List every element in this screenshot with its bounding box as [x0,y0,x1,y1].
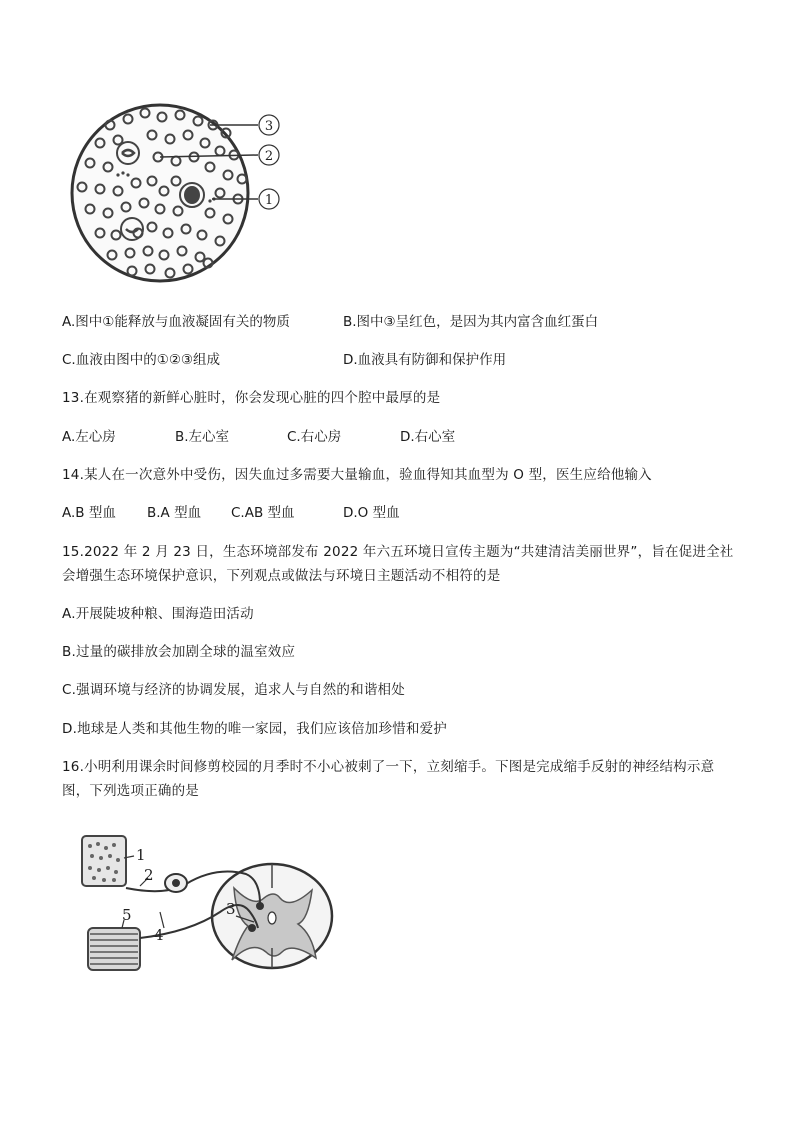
q14-option-a: A.B 型血 [62,505,116,521]
label-circle-1 [259,189,279,209]
q13-option-b: B.左心室 [175,429,230,445]
q15-option-c: C.强调环境与经济的协调发展，追求人与自然的和谐相处 [62,682,405,698]
svg-text:1: 1 [264,193,274,208]
q12-option-d: D.血液具有防御和保护作用 [343,352,507,368]
q16-stem-line-1: 16.小明利用课余时间修剪校园的月季时不小心被刺了一下，立刻缩手。下图是完成缩手反射的神经结构示意 [62,759,715,775]
q12-option-b: B.图中③呈红色，是因为其内富含血红蛋白 [343,314,599,330]
q15-option-a: A.开展陡坡种粮、围海造田活动 [62,606,254,622]
q14-stem: 14.某人在一次意外中受伤，因失血过多需要大量输血，验血得知其血型为 O 型，医生应给他输入 [62,467,652,483]
q13-stem: 13.在观察猪的新鲜心脏时，你会发现心脏的四个腔中最厚的是 [62,390,441,406]
reflex-arc-figure [74,828,344,978]
q16-stem-line-2: 图，下列选项正确的是 [62,783,199,799]
q15-option-d: D.地球是人类和其他生物的唯一家园，我们应该倍加珍惜和爱护 [62,721,447,737]
q14-option-c: C.AB 型血 [231,505,295,521]
q15-option-b: B.过量的碳排放会加剧全球的温室效应 [62,644,296,660]
q14-option-d: D.O 型血 [343,505,400,521]
skin-receptor [82,836,126,886]
label-circle-2 [259,145,279,165]
q14-option-b: B.A 型血 [147,505,202,521]
label-circle-3 [259,115,279,135]
svg-text:5: 5 [122,906,132,924]
svg-text:1: 1 [136,846,146,864]
q13-option-d: D.右心室 [400,429,456,445]
svg-text:2: 2 [144,866,154,884]
muscle-effector [88,928,140,970]
q13-option-c: C.右心房 [287,429,342,445]
q15-stem-line-1: 15.2022 年 2 月 23 日，生态环境部发布 2022 年六五环境日宣传主题为“共建清洁美丽世界”，旨在促进全社 [62,544,734,560]
q15-stem-line-2: 会增强生态环境保护意识，下列观点或做法与环境日主题活动不相符的是 [62,568,501,584]
q12-option-c: C.血液由图中的①②③组成 [62,352,221,368]
svg-text:2: 2 [264,149,274,164]
blood-smear-figure [60,95,300,290]
q12-option-a: A.图中①能释放与血液凝固有关的物质 [62,314,290,330]
q13-option-a: A.左心房 [62,429,116,445]
svg-text:3: 3 [264,119,274,134]
svg-text:3: 3 [226,900,236,918]
svg-text:4: 4 [154,926,164,944]
